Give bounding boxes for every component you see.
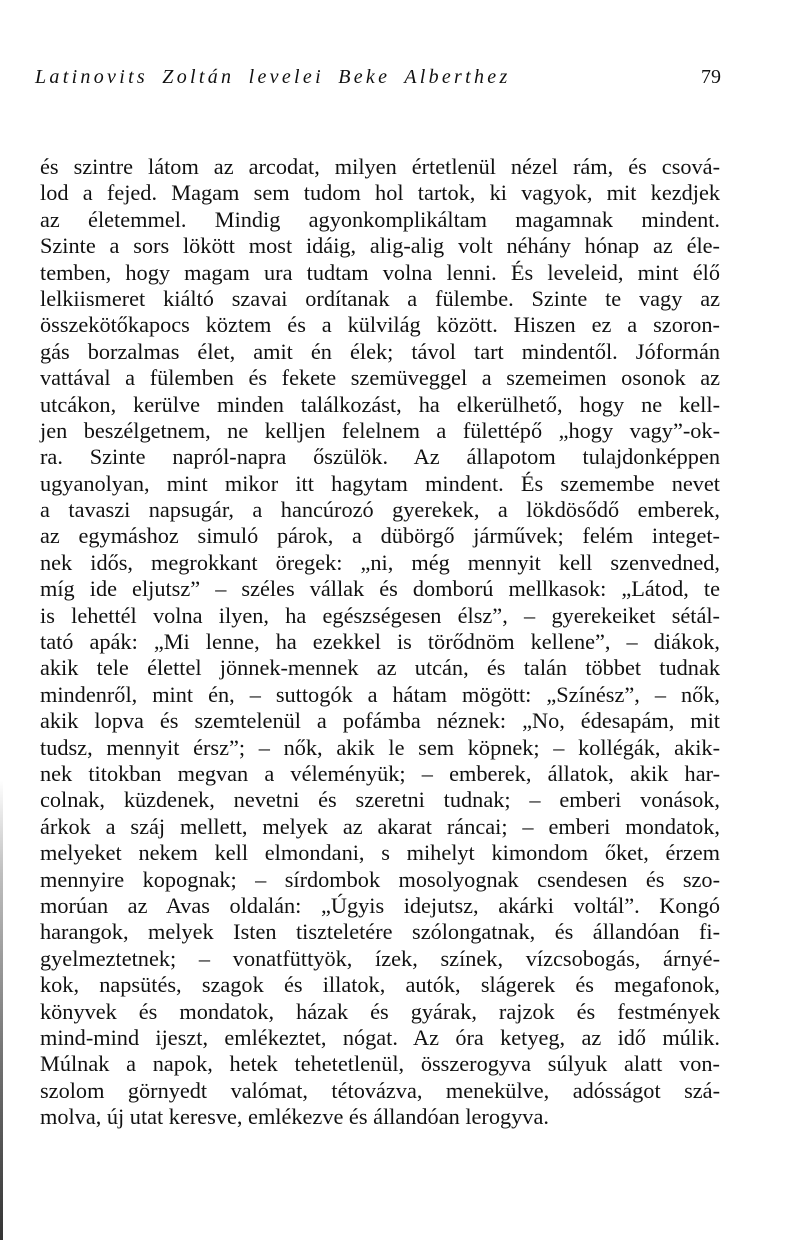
text-line: nek idős, megrokkant öregek: „ni, még mennyit kell szenvedned, <box>40 549 720 575</box>
text-line: harangok, melyek Isten tiszteletére szólongatnak, és állandóan fi- <box>40 919 720 945</box>
text-line: melyeket nekem kell elmondani, s mihelyt kimondom őket, érzem <box>40 840 720 866</box>
text-line: vattával a fülemben és fekete szemüveggel a szemeimen osonok az <box>40 365 720 391</box>
text-line: könyvek és mondatok, házak és gyárak, rajzok és festmények <box>40 998 720 1024</box>
text-line: ugyanolyan, mint mikor itt hagytam mindent. És szemembe nevet <box>40 470 720 496</box>
text-line: szolom görnyedt valómat, tétovázva, menekülve, adósságot szá- <box>40 1077 720 1103</box>
text-line: is lehettél volna ilyen, ha egészségesen élsz”, – gyerekeiket sétál- <box>40 602 720 628</box>
text-line: az életemmel. Mindig agyonkomplikáltam magamnak mindent. <box>40 206 720 232</box>
text-line: utcákon, kerülve minden találkozást, ha elkerülhető, hogy ne kell- <box>40 391 720 417</box>
text-line: árkok a száj mellett, melyek az akarat ráncai; – emberi mondatok, <box>40 813 720 839</box>
text-line: ra. Szinte napról-napra őszülök. Az állapotom tulajdonképpen <box>40 444 720 470</box>
text-line: az egymáshoz simuló párok, a dübörgő járművek; felém integet- <box>40 523 720 549</box>
text-line: mindenről, mint én, – suttogók a hátam mögött: „Színész”, – nők, <box>40 681 720 707</box>
text-line: és szintre látom az arcodat, milyen értetlenül nézel rám, és csová- <box>40 154 720 179</box>
text-line: tató apák: „Mi lenne, ha ezekkel is törődnöm kellene”, – diákok, <box>40 629 720 655</box>
running-head <box>35 66 721 94</box>
text-line: a tavaszi napsugár, a hancúrozó gyerekek, a lökdösődő emberek, <box>40 497 720 523</box>
running-title: Latinovits Zoltán levelei Beke Alberthez <box>35 66 511 88</box>
text-line: míg ide eljutsz” – széles vállak és domború mellkasok: „Látod, te <box>40 576 720 602</box>
text-line: colnak, küzdenek, nevetni és szeretni tudnak; – emberi vonások, <box>40 787 720 813</box>
text-line: akik lopva és szemtelenül a pofámba néznek: „No, édesapám, mit <box>40 708 720 734</box>
text-line: Szinte a sors lökött most idáig, alig-alig volt néhány hónap az éle- <box>40 233 720 259</box>
text-line: akik tele élettel jönnek-mennek az utcán, és talán többet tudnak <box>40 655 720 681</box>
text-line: Múlnak a napok, hetek tehetetlenül, összerogyva súlyuk alatt von- <box>40 1051 720 1077</box>
text-line: jen beszélgetnem, ne kelljen felelnem a fülettépő „hogy vagy”-ok- <box>40 417 720 443</box>
text-line: tudsz, mennyit érsz”; – nők, akik le sem köpnek; – kollégák, akik- <box>40 734 720 760</box>
scan-shadow-edge <box>0 780 3 1240</box>
text-line: morúan az Avas oldalán: „Úgyis idejutsz, akárki voltál”. Kongó <box>40 892 720 918</box>
text-line: lod a fejed. Magam sem tudom hol tartok, ki vagyok, mit kezdjek <box>40 180 720 206</box>
page-number: 79 <box>701 66 721 88</box>
text-line-last: molva, új utat keresve, emlékezve és állandóan lerogyva. <box>40 1104 549 1130</box>
text-line: összekötőkapocs köztem és a külvilág között. Hiszen ez a szoron- <box>40 312 720 338</box>
text-line: temben, hogy magam ura tudtam volna lenni. És leveleid, mint élő <box>40 259 720 285</box>
text-line: nek titokban megvan a véleményük; – emberek, állatok, akik har- <box>40 760 720 786</box>
text-line: gyelmeztetnek; – vonatfüttyök, ízek, színek, vízcsobogás, árnyé- <box>40 945 720 971</box>
text-line: lelkiismeret kiáltó szavai ordítanak a fülembe. Szinte te vagy az <box>40 285 720 311</box>
body-text <box>40 154 720 1130</box>
text-line: kok, napsütés, szagok és illatok, autók, slágerek és megafonok, <box>40 972 720 998</box>
text-line: mind-mind ijeszt, emlékeztet, nógat. Az óra ketyeg, az idő múlik. <box>40 1024 720 1050</box>
text-line: gás borzalmas élet, amit én élek; távol tart mindentől. Jóformán <box>40 338 720 364</box>
text-line: mennyire kopognak; – sírdombok mosolyognak csendesen és szo- <box>40 866 720 892</box>
